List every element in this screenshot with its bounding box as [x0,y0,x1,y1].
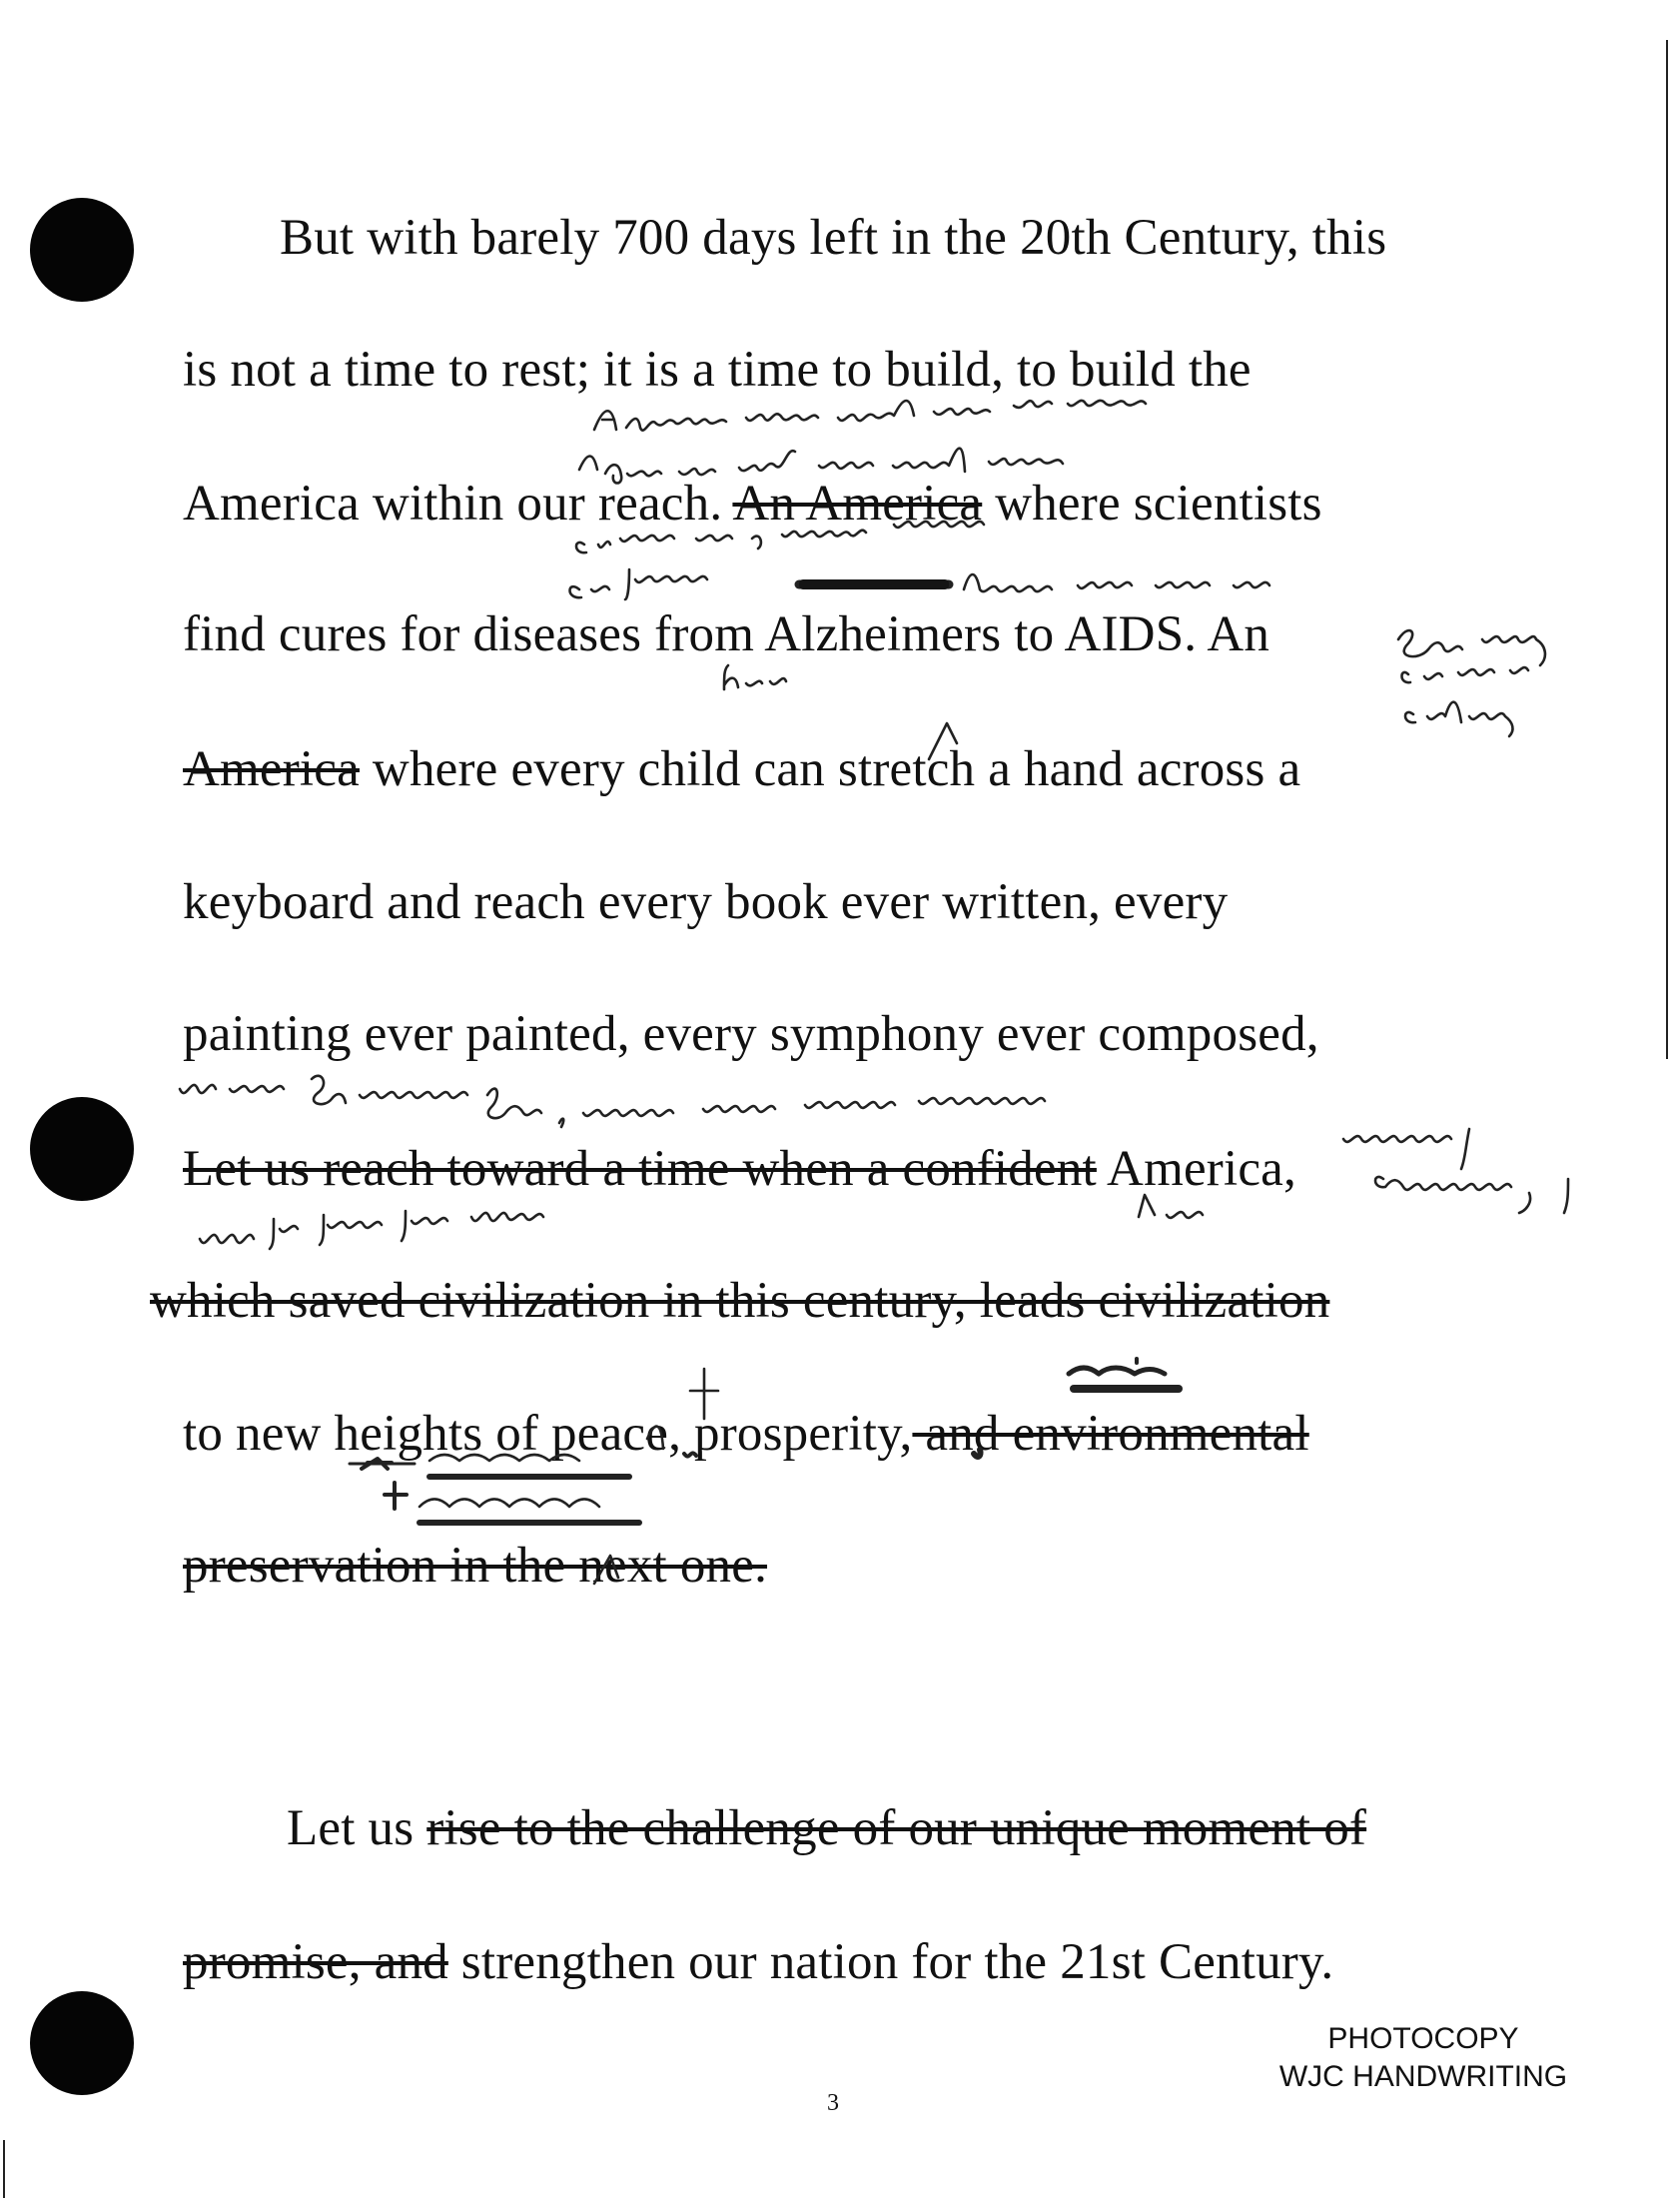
text-line-1: But with barely 700 days left in the 20th Century, this [280,210,1387,266]
heavy-strike [799,579,949,589]
struck-text: America [183,741,360,797]
text-line-6: keyboard and reach every book ever written, every [183,874,1229,930]
stamp-line-2: WJC HANDWRITING [1278,2060,1568,2093]
text-line-3: America within our reach. An America where scientists [183,476,1322,532]
text-line-2: is not a time to rest; it is a time to build, to build the [183,342,1252,398]
struck-text: promise, and [183,1934,448,1990]
text-line-8: Let us reach toward a time when a confident America, [183,1141,1296,1197]
text-line-7: painting ever painted, every symphony ever composed, [183,1006,1319,1062]
page-number: 3 [827,2090,839,2116]
stamp-line-1: PHOTOCOPY [1327,2022,1519,2055]
text-line-13: promise, and strengthen our nation for the 21st Century. [183,1934,1334,1990]
text-line-10: to new heights of peace, prosperity, and environmental [183,1406,1309,1462]
text-line-4: find cures for diseases from Alzheimers to AIDS. An [183,606,1270,662]
text-line-12: Let us rise to the challenge of our unique moment of [287,1800,1367,1856]
text-line-5: America where every child can stretch a hand across a [183,741,1301,797]
struck-text: which saved civilization in this century, leads civilization [150,1273,1330,1329]
struck-text: and environmental [912,1406,1309,1462]
struck-text: preservation in the next one. [183,1538,768,1594]
photocopy-stamp [1254,2020,1593,2096]
struck-text: An America [732,476,983,532]
struck-text: rise to the challenge of our unique moment of [426,1800,1367,1856]
struck-text: Let us reach toward a time when a confident [183,1141,1097,1197]
